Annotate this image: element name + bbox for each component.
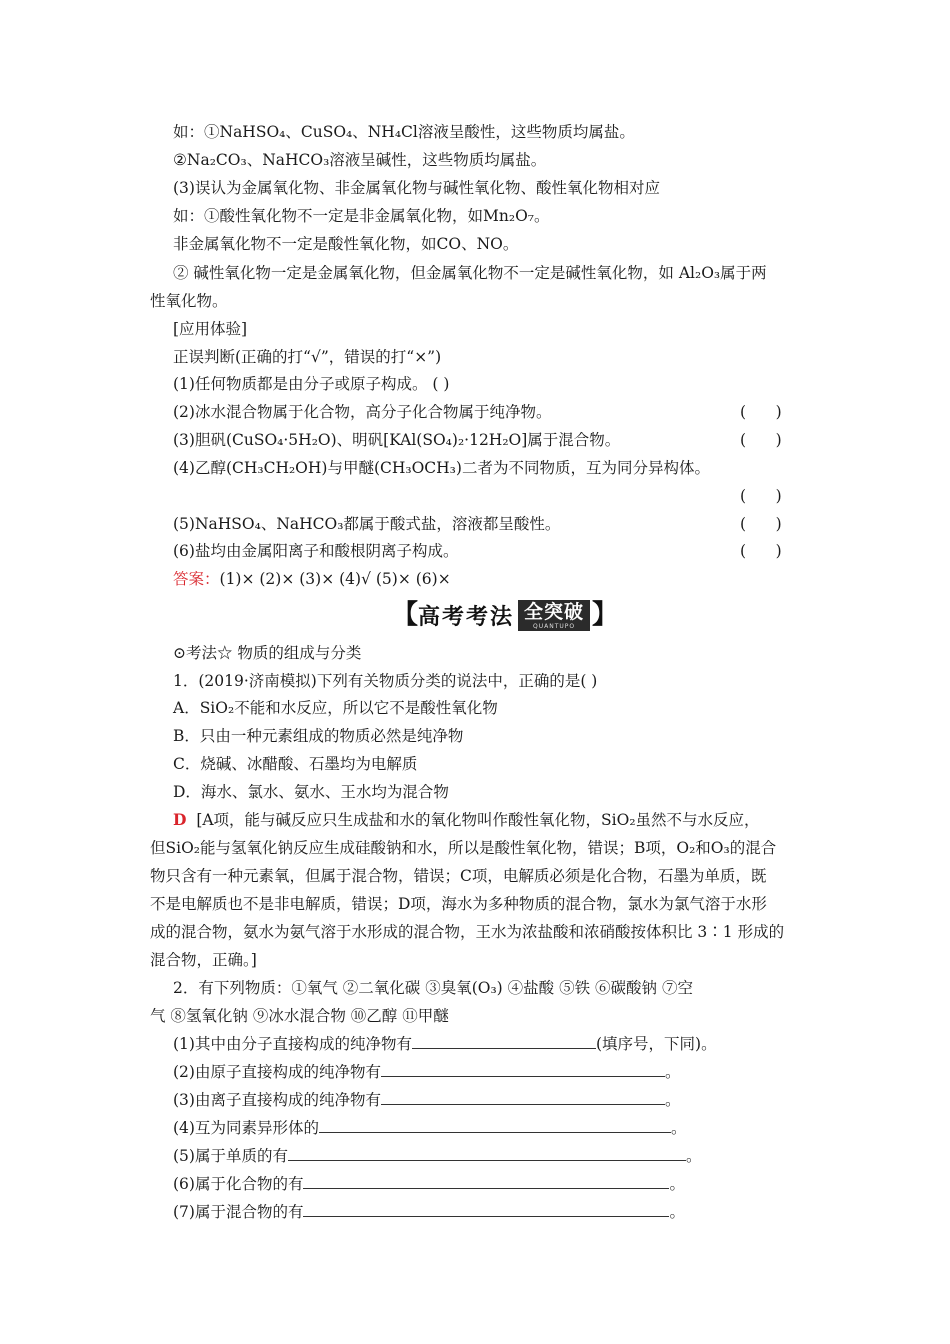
explanation-line: 不是电解质也不是非电解质，错误；D项，海水为多种物质的混合物，氯水为氯气溶于水形: [150, 895, 767, 913]
question-stem: 1．(2019·济南模拟)下列有关物质分类的说法中，正确的是( ): [173, 672, 598, 690]
fill-item-suffix: 。: [670, 1119, 687, 1137]
explanation-line: [173, 810, 813, 830]
fill-item-label: (5)属于单质的有: [173, 1147, 288, 1165]
fill-item-label: (3)由离子直接构成的纯净物有: [173, 1091, 381, 1109]
answer-line: [173, 569, 813, 589]
section-title: ⊙考法☆ 物质的组成与分类: [173, 644, 362, 662]
explanation-line: 成的混合物，氨水为氨气溶于水形成的混合物，王水为浓盐酸和浓硝酸按体积比 3∶1 形成的: [150, 923, 785, 941]
fill-item: [173, 1202, 813, 1222]
fill-item: [173, 1146, 813, 1166]
fill-item: [173, 1118, 813, 1138]
answer-blank[interactable]: [303, 1202, 669, 1217]
text-line: ② 碱性氧化物一定是金属氧化物，但金属氧化物不一定是碱性氧化物，如 Al₂O₃属于两: [173, 264, 767, 282]
answer-paren: ( ): [740, 515, 782, 533]
question-stem: 气 ⑧氢氧化钠 ⑨冰水混合物 ⑩乙醇 ⑪甲醚: [150, 1007, 449, 1025]
question-stem: 2．有下列物质：①氧气 ②二氧化碳 ③臭氧(O₃) ④盐酸 ⑤铁 ⑥碳酸钠 ⑦空: [173, 979, 693, 997]
answer-letter: D: [173, 810, 187, 829]
judgment-item: (3)胆矾(CuSO₄·5H₂O)、明矾[KAl(SO₄)₂·12H₂O]属于混合物。: [173, 431, 621, 449]
answer-paren: ( ): [740, 431, 782, 449]
explanation-text: [A项，能与碱反应只生成盐和水的氧化物叫作酸性氧化物，SiO₂虽然不与水反应，: [196, 811, 760, 829]
answer-text: (1)× (2)× (3)× (4)√ (5)× (6)×: [219, 570, 451, 588]
option-a: A．SiO₂不能和水反应，所以它不是酸性氧化物: [173, 699, 498, 717]
fill-item-label: (7)属于混合物的有: [173, 1203, 304, 1221]
text-line: (3)误认为金属氧化物、非金属氧化物与碱性氧化物、酸性氧化物相对应: [173, 179, 660, 197]
fill-item: [173, 1034, 813, 1054]
judgment-item: (5)NaHSO₄、NaHCO₃都属于酸式盐，溶液都呈酸性。: [173, 515, 561, 533]
answer-paren: ( ): [740, 487, 782, 505]
fill-item-label: (2)由原子直接构成的纯净物有: [173, 1063, 381, 1081]
text-line: 性氧化物。: [150, 292, 228, 310]
fill-item: [173, 1174, 813, 1194]
judgment-item: (4)乙醇(CH₃CH₂OH)与甲醚(CH₃OCH₃)二者为不同物质，互为同分异构体。: [173, 459, 710, 477]
banner-badge-sub: QUANTUPO: [532, 622, 576, 630]
banner-badge-text: 全突破: [524, 600, 585, 623]
banner-badge: [518, 600, 590, 631]
text-line: 如：①NaHSO₄、CuSO₄、NH₄Cl溶液呈酸性，这些物质均属盐。: [173, 123, 635, 141]
fill-item-label: (6)属于化合物的有: [173, 1175, 304, 1193]
fill-item-suffix: 。: [664, 1091, 681, 1109]
fill-item-label: (4)互为同素异形体的: [173, 1119, 319, 1137]
fill-item-label: (1)其中由分子直接构成的纯净物有: [173, 1035, 412, 1053]
fill-item-suffix: 。: [664, 1063, 681, 1081]
explanation-line: 但SiO₂能与氢氧化钠反应生成硅酸钠和水，所以是酸性氧化物，错误；B项，O₂和O₃的混合: [150, 839, 777, 857]
banner-right-bracket: 】: [592, 600, 619, 630]
text-line: ②Na₂CO₃、NaHCO₃溶液呈碱性，这些物质均属盐。: [173, 151, 547, 169]
banner-title: 高考考法: [418, 604, 515, 630]
option-b: B．只由一种元素组成的物质必然是纯净物: [173, 727, 464, 745]
fill-item: [173, 1062, 813, 1082]
answer-paren: ( ): [740, 403, 782, 421]
answer-blank[interactable]: [412, 1034, 596, 1049]
fill-item-suffix: 。: [669, 1203, 685, 1221]
section-heading: [应用体验]: [173, 320, 248, 338]
fill-item-suffix: (填序号，下同)。: [595, 1035, 717, 1053]
explanation-line: 混合物，正确。]: [150, 951, 257, 969]
section-banner: [392, 598, 618, 632]
judgment-item: (1)任何物质都是由分子或原子构成。 ( ): [173, 375, 450, 393]
option-d: D．海水、氯水、氨水、王水均为混合物: [173, 783, 449, 801]
answer-blank[interactable]: [303, 1174, 669, 1189]
text-line: 如：①酸性氧化物不一定是非金属氧化物，如Mn₂O₇。: [173, 207, 550, 225]
fill-item-suffix: 。: [669, 1175, 685, 1193]
banner-left-bracket: 【: [392, 600, 419, 630]
explanation-line: 物只含有一种元素氧，但属于混合物，错误；C项，电解质必须是化合物，石墨为单质，既: [150, 867, 767, 885]
fill-item-suffix: 。: [685, 1147, 702, 1165]
answer-blank[interactable]: [319, 1118, 671, 1133]
answer-blank[interactable]: [381, 1090, 665, 1105]
answer-paren: ( ): [740, 542, 782, 560]
answer-blank[interactable]: [381, 1062, 665, 1077]
option-c: C．烧碱、冰醋酸、石墨均为电解质: [173, 755, 418, 773]
judgment-item: (6)盐均由金属阳离子和酸根阴离子构成。: [173, 542, 459, 560]
answer-label: 答案：: [173, 570, 220, 588]
fill-item: [173, 1090, 813, 1110]
judgment-item: (2)冰水混合物属于化合物，高分子化合物属于纯净物。: [173, 403, 552, 421]
text-line: 非金属氧化物不一定是酸性氧化物，如CO、NO。: [173, 235, 519, 253]
answer-blank[interactable]: [288, 1146, 686, 1161]
instruction: 正误判断(正确的打“√”，错误的打“×”): [173, 348, 442, 366]
